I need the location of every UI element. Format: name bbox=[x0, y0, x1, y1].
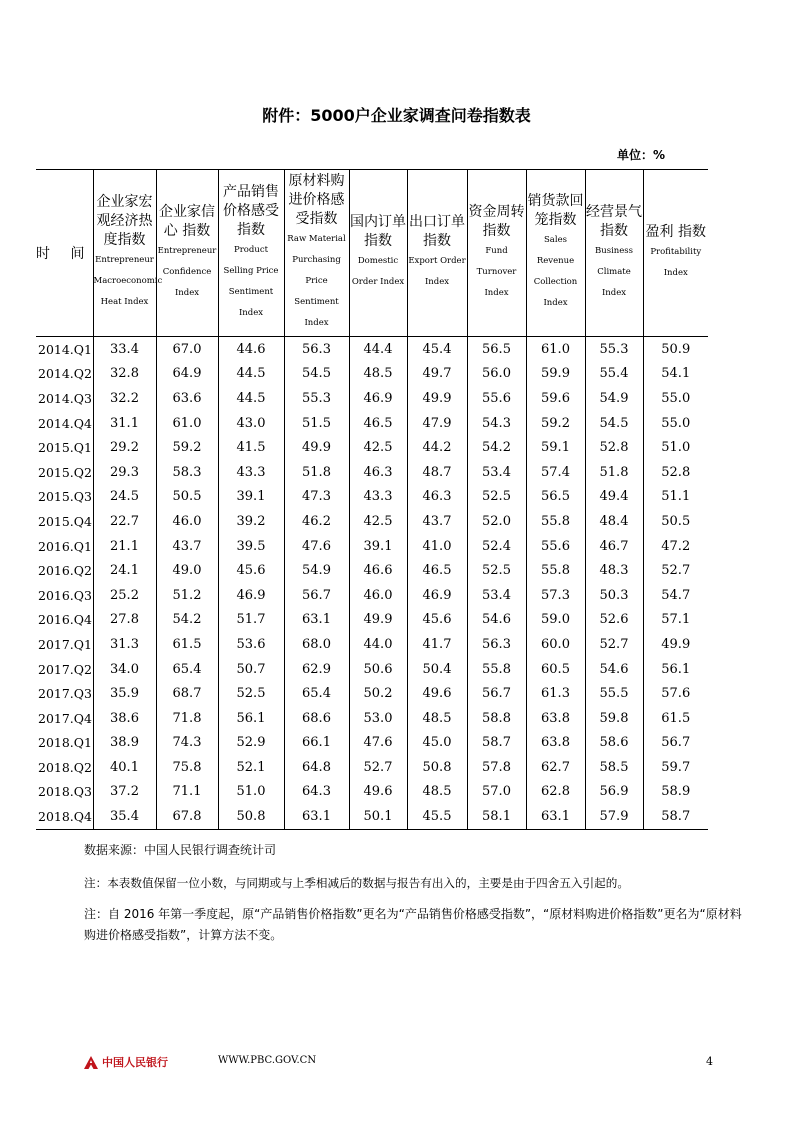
value-cell: 50.9 bbox=[643, 337, 708, 362]
column-header-cn: 经营景气指数 bbox=[586, 203, 642, 239]
time-cell: 2014.Q2 bbox=[38, 366, 92, 382]
column-header-cn: 企业家信心 指数 bbox=[159, 203, 215, 239]
value-cell: 47.2 bbox=[643, 534, 708, 559]
column-header-cn: 销货款回笼指数 bbox=[527, 193, 584, 228]
value-cell: 45.0 bbox=[407, 731, 467, 756]
value-cell: 52.6 bbox=[585, 608, 643, 633]
column-header bbox=[284, 170, 349, 337]
value-cell: 57.6 bbox=[643, 681, 708, 706]
value-cell: 46.9 bbox=[218, 583, 284, 608]
value-cell: 52.8 bbox=[643, 460, 708, 485]
value-cell: 53.4 bbox=[467, 583, 526, 608]
column-header-en: Entrepreneur Confidence Index bbox=[157, 245, 217, 298]
value-cell: 51.8 bbox=[585, 460, 643, 485]
value-cell: 51.1 bbox=[643, 485, 708, 510]
value-cell: 48.5 bbox=[349, 362, 407, 387]
value-cell: 49.9 bbox=[407, 386, 467, 411]
time-cell: 2014.Q1 bbox=[38, 341, 92, 357]
value-cell: 49.0 bbox=[156, 558, 218, 583]
value-cell: 63.8 bbox=[526, 731, 585, 756]
column-header-cn: 资金周转指数 bbox=[468, 203, 525, 239]
value-cell: 68.6 bbox=[284, 706, 349, 731]
value-cell: 51.5 bbox=[284, 411, 349, 436]
value-cell: 55.8 bbox=[526, 509, 585, 534]
value-cell: 40.1 bbox=[93, 755, 156, 780]
value-cell: 59.7 bbox=[643, 755, 708, 780]
value-cell: 46.3 bbox=[407, 485, 467, 510]
time-cell: 2017.Q2 bbox=[38, 661, 92, 677]
value-cell: 33.4 bbox=[93, 337, 156, 362]
value-cell: 54.9 bbox=[284, 558, 349, 583]
value-cell: 49.6 bbox=[407, 681, 467, 706]
value-cell: 67.8 bbox=[156, 804, 218, 829]
time-cell: 2018.Q2 bbox=[38, 759, 92, 775]
value-cell: 68.0 bbox=[284, 632, 349, 657]
pbc-logo bbox=[84, 1054, 168, 1070]
value-cell: 53.6 bbox=[218, 632, 284, 657]
value-cell: 54.6 bbox=[467, 608, 526, 633]
value-cell: 58.3 bbox=[156, 460, 218, 485]
column-header-en: Sales Revenue Collection Index bbox=[533, 235, 578, 308]
value-cell: 54.1 bbox=[643, 362, 708, 387]
value-cell: 75.8 bbox=[156, 755, 218, 780]
value-cell: 61.3 bbox=[526, 681, 585, 706]
value-cell: 51.2 bbox=[156, 583, 218, 608]
table-row bbox=[36, 657, 708, 682]
value-cell: 55.0 bbox=[643, 386, 708, 411]
value-cell: 37.2 bbox=[93, 780, 156, 805]
value-cell: 59.6 bbox=[526, 386, 585, 411]
value-cell: 44.6 bbox=[218, 337, 284, 362]
column-header bbox=[407, 170, 467, 337]
value-cell: 55.3 bbox=[284, 386, 349, 411]
value-cell: 74.3 bbox=[156, 731, 218, 756]
table-row bbox=[36, 460, 708, 485]
value-cell: 65.4 bbox=[156, 657, 218, 682]
time-cell: 2016.Q1 bbox=[38, 538, 92, 554]
value-cell: 44.0 bbox=[349, 632, 407, 657]
value-cell: 56.9 bbox=[585, 780, 643, 805]
value-cell: 50.8 bbox=[218, 804, 284, 829]
value-cell: 56.3 bbox=[284, 337, 349, 362]
value-cell: 62.8 bbox=[526, 780, 585, 805]
value-cell: 55.4 bbox=[585, 362, 643, 387]
value-cell: 46.5 bbox=[349, 411, 407, 436]
value-cell: 44.4 bbox=[349, 337, 407, 362]
column-header bbox=[218, 170, 284, 337]
value-cell: 35.9 bbox=[93, 681, 156, 706]
time-header: 时 间 bbox=[36, 246, 93, 262]
value-cell: 63.6 bbox=[156, 386, 218, 411]
value-cell: 39.2 bbox=[218, 509, 284, 534]
value-cell: 52.4 bbox=[467, 534, 526, 559]
table-row bbox=[36, 534, 708, 559]
value-cell: 46.7 bbox=[585, 534, 643, 559]
value-cell: 63.1 bbox=[526, 804, 585, 829]
table-row bbox=[36, 731, 708, 756]
value-cell: 50.2 bbox=[349, 681, 407, 706]
value-cell: 53.4 bbox=[467, 460, 526, 485]
value-cell: 59.9 bbox=[526, 362, 585, 387]
time-cell: 2017.Q3 bbox=[38, 686, 92, 702]
value-cell: 55.8 bbox=[526, 558, 585, 583]
value-cell: 55.3 bbox=[585, 337, 643, 362]
value-cell: 52.7 bbox=[643, 558, 708, 583]
column-header-en: Profitability Index bbox=[650, 246, 702, 278]
time-cell: 2018.Q1 bbox=[38, 735, 92, 751]
value-cell: 48.7 bbox=[407, 460, 467, 485]
table-row bbox=[36, 804, 708, 829]
column-header-en: Raw Material Purchasing Price Sentiment Index bbox=[287, 234, 346, 328]
value-cell: 42.5 bbox=[349, 509, 407, 534]
column-header bbox=[93, 170, 163, 337]
value-cell: 50.8 bbox=[407, 755, 467, 780]
value-cell: 59.0 bbox=[526, 608, 585, 633]
table-row bbox=[36, 435, 708, 460]
column-header bbox=[526, 170, 585, 337]
value-cell: 47.6 bbox=[284, 534, 349, 559]
value-cell: 43.7 bbox=[156, 534, 218, 559]
table-header-row bbox=[36, 170, 708, 337]
time-cell: 2015.Q2 bbox=[38, 464, 92, 480]
value-cell: 41.5 bbox=[218, 435, 284, 460]
value-cell: 52.7 bbox=[349, 755, 407, 780]
value-cell: 46.0 bbox=[349, 583, 407, 608]
value-cell: 44.5 bbox=[218, 362, 284, 387]
value-cell: 46.9 bbox=[407, 583, 467, 608]
value-cell: 48.3 bbox=[585, 558, 643, 583]
time-cell: 2018.Q3 bbox=[38, 784, 92, 800]
table-row bbox=[36, 509, 708, 534]
value-cell: 39.5 bbox=[218, 534, 284, 559]
value-cell: 49.7 bbox=[407, 362, 467, 387]
table-row bbox=[36, 386, 708, 411]
value-cell: 59.2 bbox=[156, 435, 218, 460]
value-cell: 34.0 bbox=[93, 657, 156, 682]
time-cell: 2018.Q4 bbox=[36, 804, 93, 829]
value-cell: 49.9 bbox=[284, 435, 349, 460]
column-header-en: Business Climate Index bbox=[594, 245, 634, 298]
unit-label: 单位：% bbox=[616, 148, 665, 162]
value-cell: 46.9 bbox=[349, 386, 407, 411]
value-cell: 54.2 bbox=[156, 608, 218, 633]
value-cell: 50.4 bbox=[407, 657, 467, 682]
source-note: 数据来源：中国人民银行调查统计司 bbox=[84, 843, 277, 857]
value-cell: 56.7 bbox=[284, 583, 349, 608]
value-cell: 64.8 bbox=[284, 755, 349, 780]
value-cell: 51.7 bbox=[218, 608, 284, 633]
value-cell: 45.4 bbox=[407, 337, 467, 362]
value-cell: 62.9 bbox=[284, 657, 349, 682]
time-cell: 2015.Q1 bbox=[38, 440, 92, 456]
value-cell: 52.5 bbox=[467, 558, 526, 583]
table-row bbox=[36, 411, 708, 436]
value-cell: 64.3 bbox=[284, 780, 349, 805]
value-cell: 39.1 bbox=[218, 485, 284, 510]
value-cell: 56.1 bbox=[643, 657, 708, 682]
value-cell: 49.6 bbox=[349, 780, 407, 805]
value-cell: 43.3 bbox=[349, 485, 407, 510]
value-cell: 68.7 bbox=[156, 681, 218, 706]
column-header-cn: 原材料购进价格感受指数 bbox=[288, 173, 345, 227]
value-cell: 52.7 bbox=[585, 632, 643, 657]
page-title: 附件：5000户企业家调查问卷指数表 bbox=[262, 106, 531, 125]
value-cell: 61.0 bbox=[156, 411, 218, 436]
table-row bbox=[36, 362, 708, 387]
value-cell: 67.0 bbox=[156, 337, 218, 362]
value-cell: 71.8 bbox=[156, 706, 218, 731]
value-cell: 41.7 bbox=[407, 632, 467, 657]
value-cell: 38.9 bbox=[93, 731, 156, 756]
value-cell: 63.8 bbox=[526, 706, 585, 731]
value-cell: 48.4 bbox=[585, 509, 643, 534]
value-cell: 44.5 bbox=[218, 386, 284, 411]
value-cell: 27.8 bbox=[93, 608, 156, 633]
value-cell: 54.5 bbox=[585, 411, 643, 436]
value-cell: 64.9 bbox=[156, 362, 218, 387]
page-number: 4 bbox=[706, 1055, 713, 1068]
rename-note: 注：自 2016 年第一季度起，原“产品销售价格指数”更名为“产品销售价格感受指数”，“原材料购进价格指数”更名为“原材料购进价格感受指数”，计算方法不变。 bbox=[84, 907, 742, 942]
value-cell: 49.9 bbox=[349, 608, 407, 633]
time-cell: 2014.Q4 bbox=[38, 415, 92, 431]
value-cell: 48.5 bbox=[407, 780, 467, 805]
table-row bbox=[36, 485, 708, 510]
value-cell: 58.5 bbox=[585, 755, 643, 780]
value-cell: 63.1 bbox=[284, 804, 349, 829]
value-cell: 56.1 bbox=[218, 706, 284, 731]
value-cell: 46.3 bbox=[349, 460, 407, 485]
value-cell: 31.1 bbox=[93, 411, 156, 436]
time-cell: 2016.Q4 bbox=[38, 612, 92, 628]
value-cell: 52.0 bbox=[467, 509, 526, 534]
column-header-en: Entrepreneur Macroeconomic Heat Index bbox=[93, 255, 163, 307]
value-cell: 65.4 bbox=[284, 681, 349, 706]
value-cell: 41.0 bbox=[407, 534, 467, 559]
rounding-note: 注：本表数值保留一位小数，与同期或与上季相减后的数据与报告有出入的，主要是由于四舍五入引起的。 bbox=[84, 876, 629, 890]
value-cell: 56.5 bbox=[526, 485, 585, 510]
value-cell: 51.8 bbox=[284, 460, 349, 485]
value-cell: 39.1 bbox=[349, 534, 407, 559]
value-cell: 50.6 bbox=[349, 657, 407, 682]
value-cell: 52.8 bbox=[585, 435, 643, 460]
value-cell: 55.8 bbox=[467, 657, 526, 682]
value-cell: 46.0 bbox=[156, 509, 218, 534]
table-row bbox=[36, 608, 708, 633]
value-cell: 43.3 bbox=[218, 460, 284, 485]
table-row bbox=[36, 583, 708, 608]
pbc-logo-icon bbox=[84, 1056, 98, 1069]
value-cell: 59.2 bbox=[526, 411, 585, 436]
value-cell: 46.2 bbox=[284, 509, 349, 534]
time-cell: 2016.Q2 bbox=[38, 563, 92, 579]
value-cell: 24.1 bbox=[93, 558, 156, 583]
value-cell: 56.7 bbox=[467, 681, 526, 706]
column-header bbox=[349, 170, 407, 337]
value-cell: 29.2 bbox=[93, 435, 156, 460]
value-cell: 66.1 bbox=[284, 731, 349, 756]
value-cell: 52.5 bbox=[218, 681, 284, 706]
table-body bbox=[36, 337, 708, 830]
value-cell: 38.6 bbox=[93, 706, 156, 731]
time-cell: 2017.Q1 bbox=[38, 636, 92, 652]
value-cell: 58.7 bbox=[467, 731, 526, 756]
value-cell: 55.6 bbox=[467, 386, 526, 411]
value-cell: 60.0 bbox=[526, 632, 585, 657]
table-row bbox=[36, 681, 708, 706]
value-cell: 62.7 bbox=[526, 755, 585, 780]
time-cell: 2015.Q4 bbox=[38, 513, 92, 529]
column-header bbox=[467, 170, 526, 337]
value-cell: 58.9 bbox=[643, 780, 708, 805]
column-header-en: Fund Turnover Index bbox=[476, 245, 517, 298]
value-cell: 61.5 bbox=[156, 632, 218, 657]
value-cell: 71.1 bbox=[156, 780, 218, 805]
value-cell: 55.0 bbox=[643, 411, 708, 436]
value-cell: 51.0 bbox=[643, 435, 708, 460]
column-header-cn: 出口订单指数 bbox=[409, 214, 465, 249]
value-cell: 57.1 bbox=[643, 608, 708, 633]
value-cell: 54.3 bbox=[467, 411, 526, 436]
table-row bbox=[36, 755, 708, 780]
value-cell: 58.7 bbox=[643, 804, 708, 829]
value-cell: 47.6 bbox=[349, 731, 407, 756]
value-cell: 45.6 bbox=[407, 608, 467, 633]
value-cell: 43.7 bbox=[407, 509, 467, 534]
website-url[interactable]: WWW.PBC.GOV.CN bbox=[218, 1055, 317, 1066]
value-cell: 52.1 bbox=[218, 755, 284, 780]
index-table bbox=[36, 169, 708, 830]
value-cell: 44.2 bbox=[407, 435, 467, 460]
table-row bbox=[36, 706, 708, 731]
value-cell: 24.5 bbox=[93, 485, 156, 510]
value-cell: 54.9 bbox=[585, 386, 643, 411]
value-cell: 59.8 bbox=[585, 706, 643, 731]
time-cell: 2015.Q3 bbox=[38, 489, 92, 505]
table-row bbox=[36, 780, 708, 805]
value-cell: 61.5 bbox=[643, 706, 708, 731]
value-cell: 57.4 bbox=[526, 460, 585, 485]
value-cell: 54.6 bbox=[585, 657, 643, 682]
value-cell: 63.1 bbox=[284, 608, 349, 633]
value-cell: 45.5 bbox=[407, 804, 467, 829]
time-cell: 2014.Q3 bbox=[38, 390, 92, 406]
value-cell: 49.4 bbox=[585, 485, 643, 510]
column-header-cn: 企业家宏观经济热度指数 bbox=[96, 194, 153, 248]
column-header-cn: 产品销售价格感受指数 bbox=[223, 183, 279, 238]
table-row bbox=[36, 337, 708, 362]
value-cell: 54.2 bbox=[467, 435, 526, 460]
value-cell: 50.5 bbox=[643, 509, 708, 534]
value-cell: 25.2 bbox=[93, 583, 156, 608]
value-cell: 55.5 bbox=[585, 681, 643, 706]
column-header-cn: 盈利 指数 bbox=[645, 223, 706, 240]
value-cell: 50.3 bbox=[585, 583, 643, 608]
value-cell: 55.6 bbox=[526, 534, 585, 559]
value-cell: 32.8 bbox=[93, 362, 156, 387]
value-cell: 58.6 bbox=[585, 731, 643, 756]
column-header-cn: 国内订单指数 bbox=[350, 214, 406, 249]
column-header-en: Export Order Index bbox=[408, 256, 466, 287]
column-header bbox=[643, 170, 708, 337]
value-cell: 47.3 bbox=[284, 485, 349, 510]
value-cell: 22.7 bbox=[93, 509, 156, 534]
value-cell: 50.1 bbox=[349, 804, 407, 829]
value-cell: 35.4 bbox=[93, 804, 156, 829]
value-cell: 56.7 bbox=[643, 731, 708, 756]
value-cell: 29.3 bbox=[93, 460, 156, 485]
value-cell: 54.7 bbox=[643, 583, 708, 608]
value-cell: 48.5 bbox=[407, 706, 467, 731]
value-cell: 56.5 bbox=[467, 337, 526, 362]
value-cell: 46.5 bbox=[407, 558, 467, 583]
value-cell: 61.0 bbox=[526, 337, 585, 362]
value-cell: 50.7 bbox=[218, 657, 284, 682]
time-cell: 2017.Q4 bbox=[38, 710, 92, 726]
time-cell: 2016.Q3 bbox=[38, 587, 92, 603]
value-cell: 57.3 bbox=[526, 583, 585, 608]
value-cell: 43.0 bbox=[218, 411, 284, 436]
value-cell: 32.2 bbox=[93, 386, 156, 411]
value-cell: 53.0 bbox=[349, 706, 407, 731]
value-cell: 49.9 bbox=[643, 632, 708, 657]
value-cell: 42.5 bbox=[349, 435, 407, 460]
value-cell: 57.0 bbox=[467, 780, 526, 805]
value-cell: 52.9 bbox=[218, 731, 284, 756]
column-header-en: Product Selling Price Sentiment Index bbox=[223, 244, 279, 318]
value-cell: 45.6 bbox=[218, 558, 284, 583]
column-header bbox=[156, 170, 218, 337]
value-cell: 56.3 bbox=[467, 632, 526, 657]
value-cell: 31.3 bbox=[93, 632, 156, 657]
value-cell: 51.0 bbox=[218, 780, 284, 805]
value-cell: 60.5 bbox=[526, 657, 585, 682]
pbc-logo-text: 中国人民银行 bbox=[102, 1056, 168, 1069]
value-cell: 59.1 bbox=[526, 435, 585, 460]
table-row bbox=[36, 558, 708, 583]
column-header-en: Domestic Order Index bbox=[351, 256, 405, 287]
column-header bbox=[585, 170, 643, 337]
value-cell: 58.8 bbox=[467, 706, 526, 731]
value-cell: 46.6 bbox=[349, 558, 407, 583]
value-cell: 54.5 bbox=[284, 362, 349, 387]
value-cell: 52.5 bbox=[467, 485, 526, 510]
value-cell: 57.8 bbox=[467, 755, 526, 780]
value-cell: 57.9 bbox=[585, 804, 643, 829]
value-cell: 56.0 bbox=[467, 362, 526, 387]
table-row bbox=[36, 632, 708, 657]
value-cell: 50.5 bbox=[156, 485, 218, 510]
value-cell: 58.1 bbox=[467, 804, 526, 829]
value-cell: 47.9 bbox=[407, 411, 467, 436]
value-cell: 21.1 bbox=[93, 534, 156, 559]
